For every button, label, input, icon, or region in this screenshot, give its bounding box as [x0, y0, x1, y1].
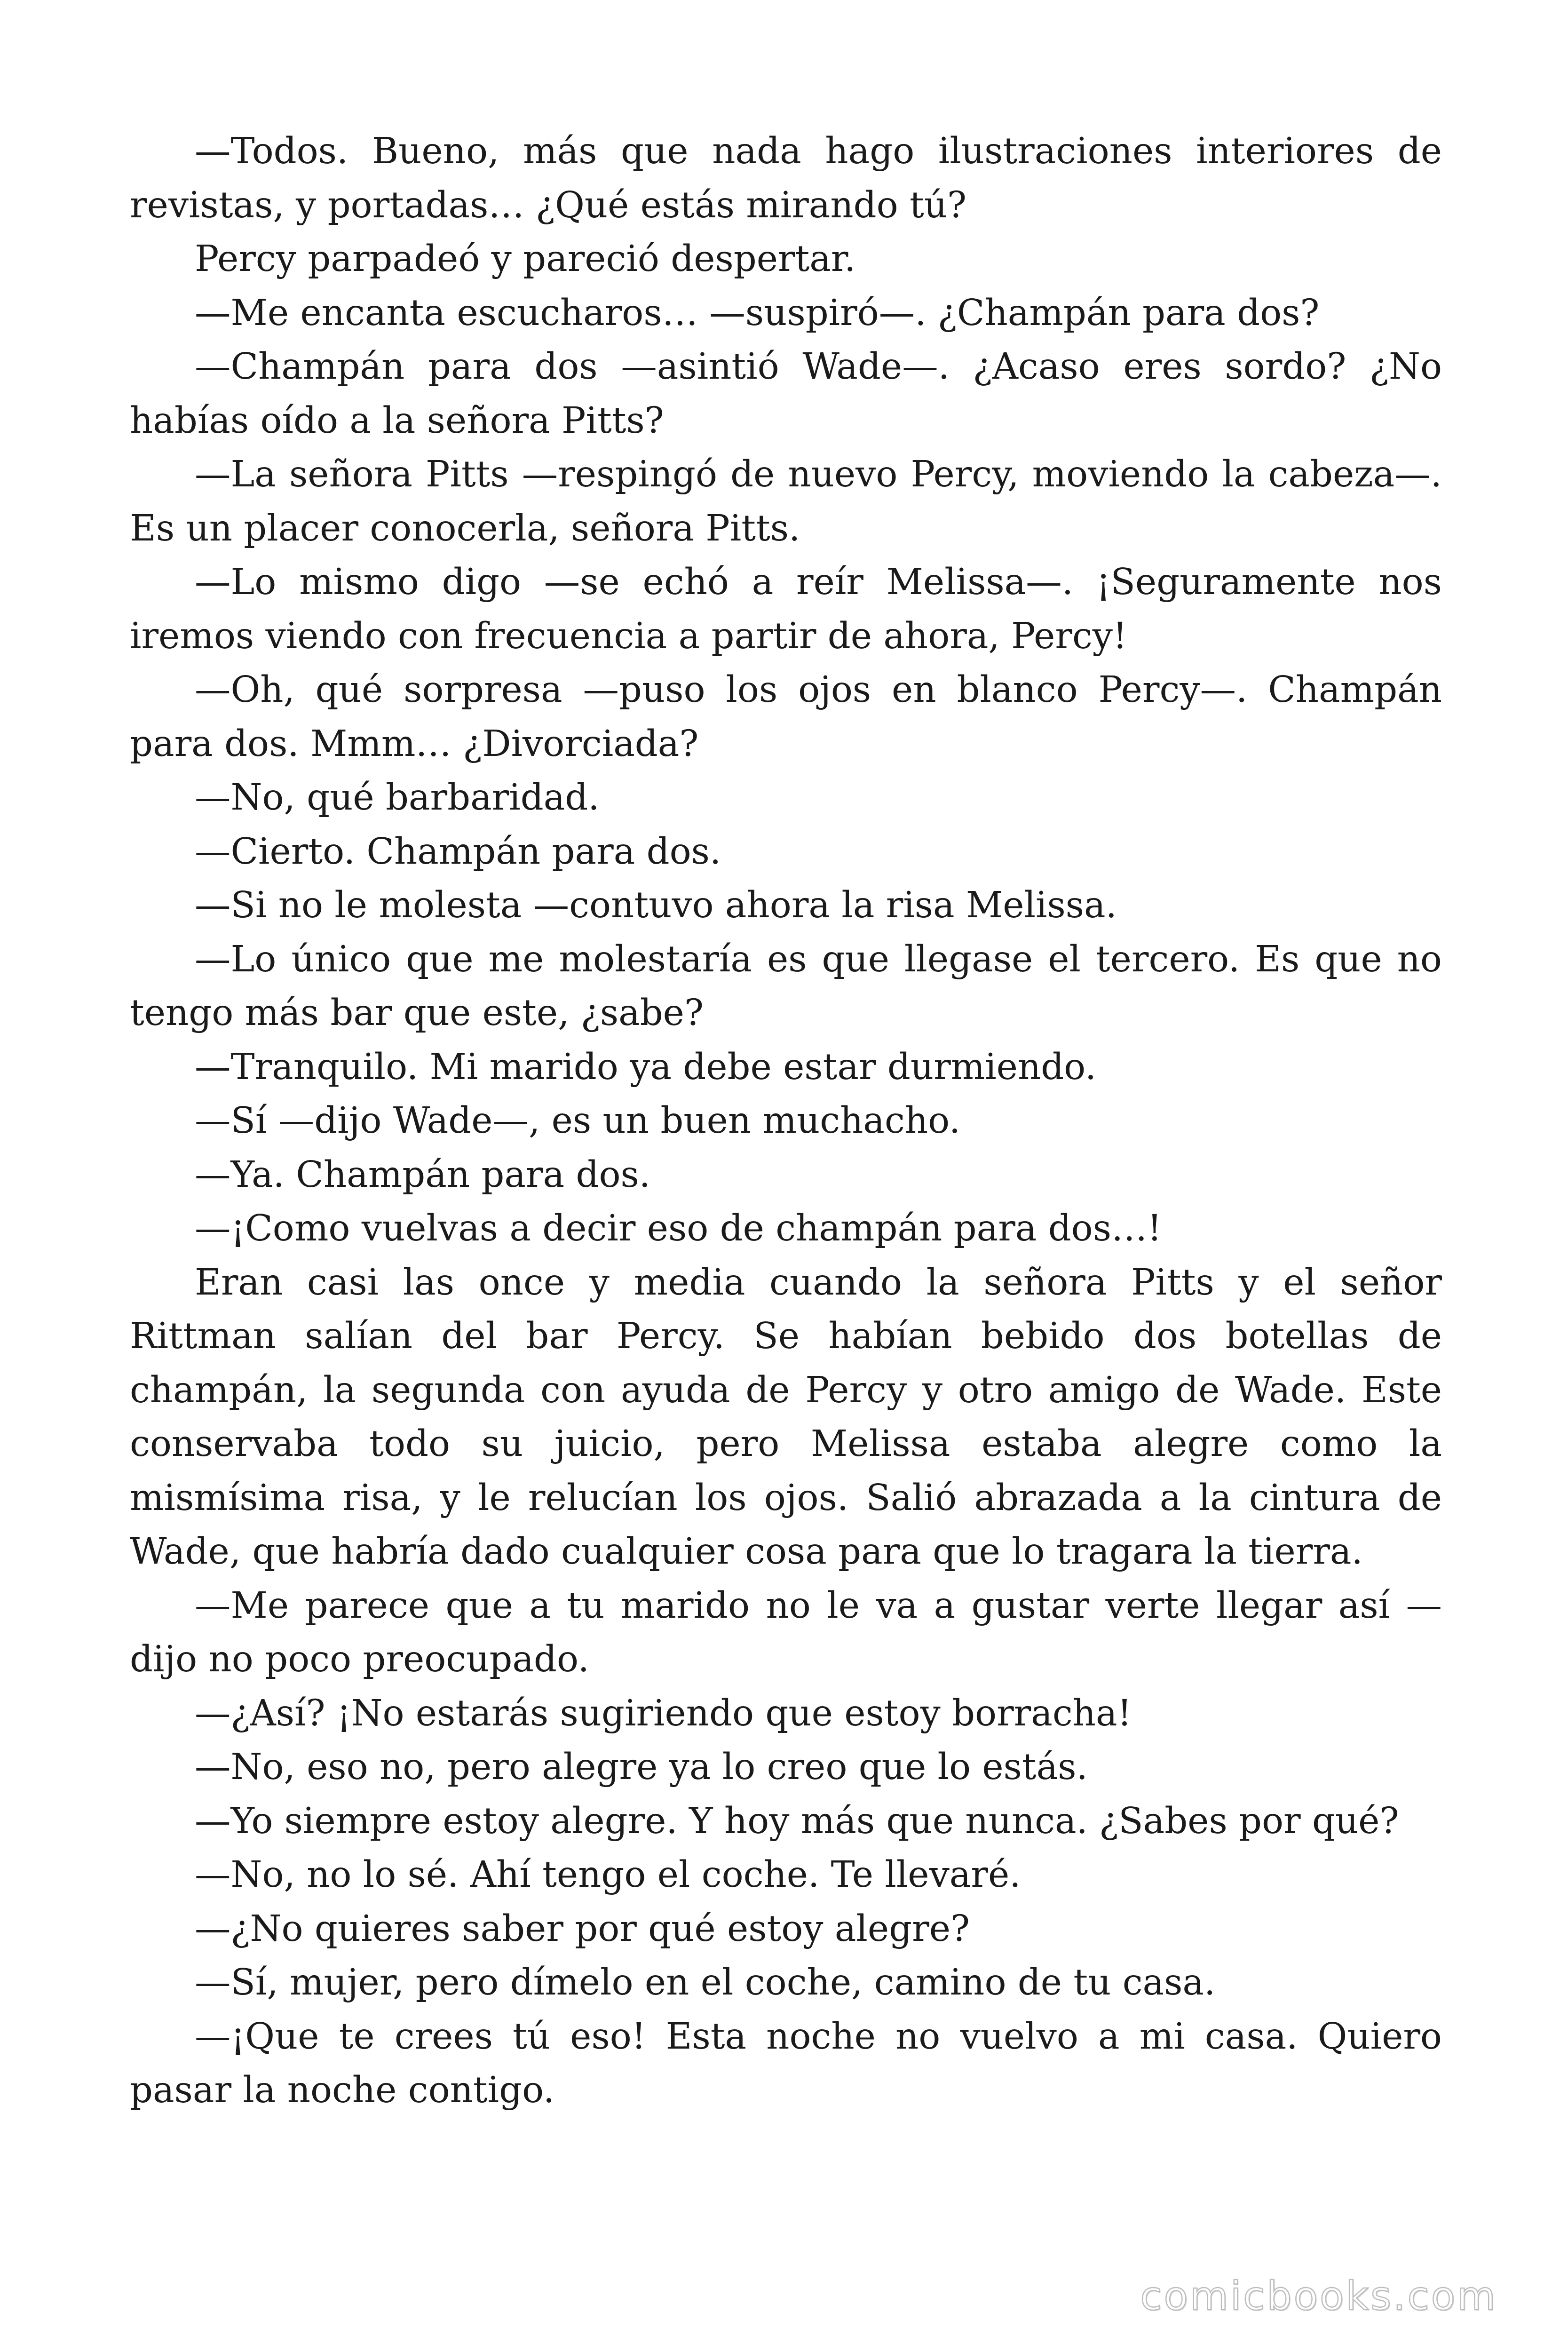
- paragraph: —¿Así? ¡No estarás sugiriendo que estoy borracha!: [195, 1692, 1132, 1734]
- paragraph: —Oh, qué sorpresa —puso los ojos en blanco Percy—. Champán para dos. Mmm… ¿Divorciada?: [130, 669, 1442, 765]
- watermark: comicbooks.com: [1140, 2273, 1497, 2319]
- paragraph: —Todos. Bueno, más que nada hago ilustraciones interiores de revistas, y portadas… ¿Qué estás mirando tú?: [130, 130, 1442, 226]
- paragraph: —Sí —dijo Wade—, es un buen muchacho.: [195, 1100, 961, 1142]
- paragraph: —Ya. Champán para dos.: [195, 1153, 651, 1196]
- paragraph: Percy parpadeó y pareció despertar.: [195, 238, 856, 280]
- paragraph: —¡Que te crees tú eso! Esta noche no vuelvo a mi casa. Quiero pasar la noche contigo.: [130, 2015, 1442, 2111]
- paragraph: —Sí, mujer, pero dímelo en el coche, camino de tu casa.: [195, 1962, 1216, 2003]
- paragraph: —Champán para dos —asintió Wade—. ¿Acaso eres sordo? ¿No habías oído a la señora Pitts?: [130, 346, 1442, 442]
- paragraph: —¿No quieres saber por qué estoy alegre?: [195, 1907, 970, 1950]
- paragraph: —Lo mismo digo —se echó a reír Melissa—. ¡Seguramente nos iremos viendo con frecuencia a partir de ahora, Percy!: [130, 561, 1442, 657]
- paragraph: —Cierto. Champán para dos.: [195, 830, 721, 873]
- paragraph: —La señora Pitts —respingó de nuevo Percy, moviendo la cabeza—. Es un placer conocerla, señora Pitts.: [130, 453, 1442, 549]
- paragraph: —No, qué barbaridad.: [195, 777, 600, 818]
- paragraph: —Tranquilo. Mi marido ya debe estar durmiendo.: [195, 1046, 1097, 1088]
- paragraph: —Me parece que a tu marido no le va a gustar verte llegar así — dijo no poco preocupado.: [130, 1584, 1442, 1680]
- paragraph: —Me encanta escucharos… —suspiró—. ¿Champán para dos?: [195, 292, 1320, 334]
- paragraph: —No, eso no, pero alegre ya lo creo que lo estás.: [195, 1746, 1088, 1788]
- paragraph: —Lo único que me molestaría es que llegase el tercero. Es que no tengo más bar que este, ¿sabe?: [130, 938, 1442, 1034]
- paragraph: —Si no le molesta —contuvo ahora la risa Melissa.: [195, 884, 1117, 926]
- page-body: [130, 125, 1442, 2118]
- paragraph: —No, no lo sé. Ahí tengo el coche. Te llevaré.: [195, 1854, 1021, 1896]
- paragraph: Eran casi las once y media cuando la señora Pitts y el señor Rittman salían del bar Percy. Se habían bebido dos botellas de champán, la segunda con ayuda de Percy y otro amigo de Wade. Este conservaba todo su juicio, pero Melissa estaba alegre como la mismísima risa, y le relucían los ojos. Salió abrazada a la cintura de Wade, que habría dado cualquier cosa para que lo tragara la tierra.: [130, 1261, 1442, 1573]
- paragraph: —¡Como vuelvas a decir eso de champán para dos…!: [195, 1208, 1162, 1249]
- paragraph: —Yo siempre estoy alegre. Y hoy más que nunca. ¿Sabes por qué?: [195, 1800, 1399, 1842]
